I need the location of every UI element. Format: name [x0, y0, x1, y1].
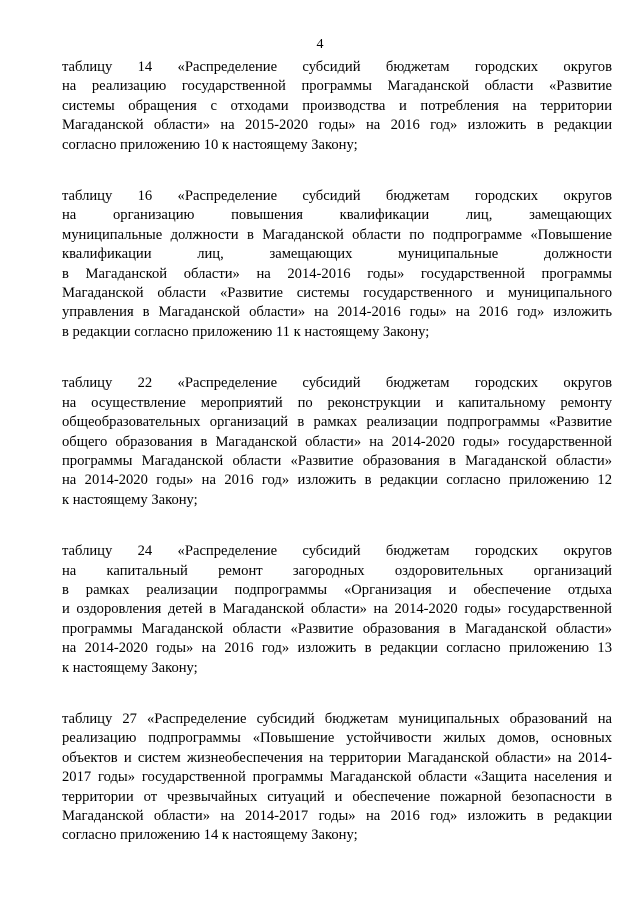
text-line: объектов и систем жизнеобеспечения на территории Магаданской области» на 2014- — [62, 749, 612, 766]
text-line: таблицу 27 «Распределение субсидий бюджетам муниципальных образований на — [62, 710, 612, 727]
text-line: к настоящему Закону; — [62, 491, 198, 508]
text-line: управления в Магаданской области» на 2014-2016 годы» на 2016 год» изложить — [62, 304, 612, 321]
text-line: Магаданской области «Развитие системы государственного и муниципального — [62, 285, 612, 302]
paragraph-table-24 — [62, 542, 612, 678]
text-line: на 2014-2020 годы» на 2016 год» изложить в редакции согласно приложению 13 — [62, 640, 612, 657]
text-line: таблицу 16 «Распределение субсидий бюджетам городских округов — [62, 188, 612, 205]
text-line: программы Магаданской области «Развитие образования в Магаданской области» — [62, 452, 612, 469]
text-line: таблицу 22 «Распределение субсидий бюджетам городских округов — [62, 375, 612, 392]
text-line: системы обращения с отходами производства и потребления на территории — [62, 97, 612, 114]
text-line: Магаданской области» на 2015-2020 годы» на 2016 год» изложить в редакции — [62, 117, 612, 134]
text-line: общего образования в Магаданской области» на 2014-2020 годы» государственной — [62, 433, 612, 450]
text-line: на реализацию государственной программы Магаданской области «Развитие — [62, 78, 612, 95]
text-line: 2017 годы» государственной программы Магаданской области «Защита населения и — [62, 769, 612, 786]
text-line: согласно приложению 14 к настоящему Закону; — [62, 827, 358, 844]
text-line: на осуществление мероприятий по реконструкции и капитальному ремонту — [62, 394, 612, 411]
page-number: 4 — [316, 37, 324, 52]
text-line: на 2014-2020 годы» на 2016 год» изложить в редакции согласно приложению 12 — [62, 472, 612, 489]
paragraph-table-16 — [62, 187, 612, 342]
text-line: в Магаданской области» на 2014-2016 годы» государственной программы — [62, 265, 612, 282]
text-line: на организацию повышения квалификации лиц, замещающих — [62, 207, 612, 224]
text-line: к настоящему Закону; — [62, 659, 198, 676]
text-line: территории от чрезвычайных ситуаций и обеспечение пожарной безопасности в — [62, 788, 612, 805]
document-body — [62, 58, 612, 846]
text-line: и оздоровления детей в Магаданской области» на 2014-2020 годы» государственной — [62, 601, 612, 618]
text-line: Магаданской области» на 2014-2017 годы» на 2016 год» изложить в редакции — [62, 808, 612, 824]
text-line: программы Магаданской области «Развитие образования в Магаданской области» — [62, 620, 612, 637]
text-line: таблицу 24 «Распределение субсидий бюджетам городских округов — [62, 543, 612, 560]
text-line: в рамках реализации подпрограммы «Организация и обеспечение отдыха — [62, 581, 612, 598]
paragraph-table-22 — [62, 374, 612, 510]
text-line: общеобразовательных организаций в рамках реализации подпрограммы «Развитие — [62, 414, 612, 431]
text-line: на капитальный ремонт загородных оздоровительных организаций — [62, 562, 612, 579]
text-line: таблицу 14 «Распределение субсидий бюджетам городских округов — [62, 59, 612, 75]
text-line: реализацию подпрограммы «Повышение устойчивости жилых домов, основных — [62, 730, 612, 747]
text-line: квалификации лиц, замещающих муниципальные должности — [62, 246, 612, 263]
paragraph-table-14 — [62, 58, 612, 155]
text-line: согласно приложению 10 к настоящему Закону; — [62, 136, 358, 153]
text-line: муниципальные должности в Магаданской области по подпрограмме «Повышение — [62, 226, 612, 243]
text-line: в редакции согласно приложению 11 к настоящему Закону; — [62, 323, 430, 340]
paragraph-table-27 — [62, 710, 612, 846]
